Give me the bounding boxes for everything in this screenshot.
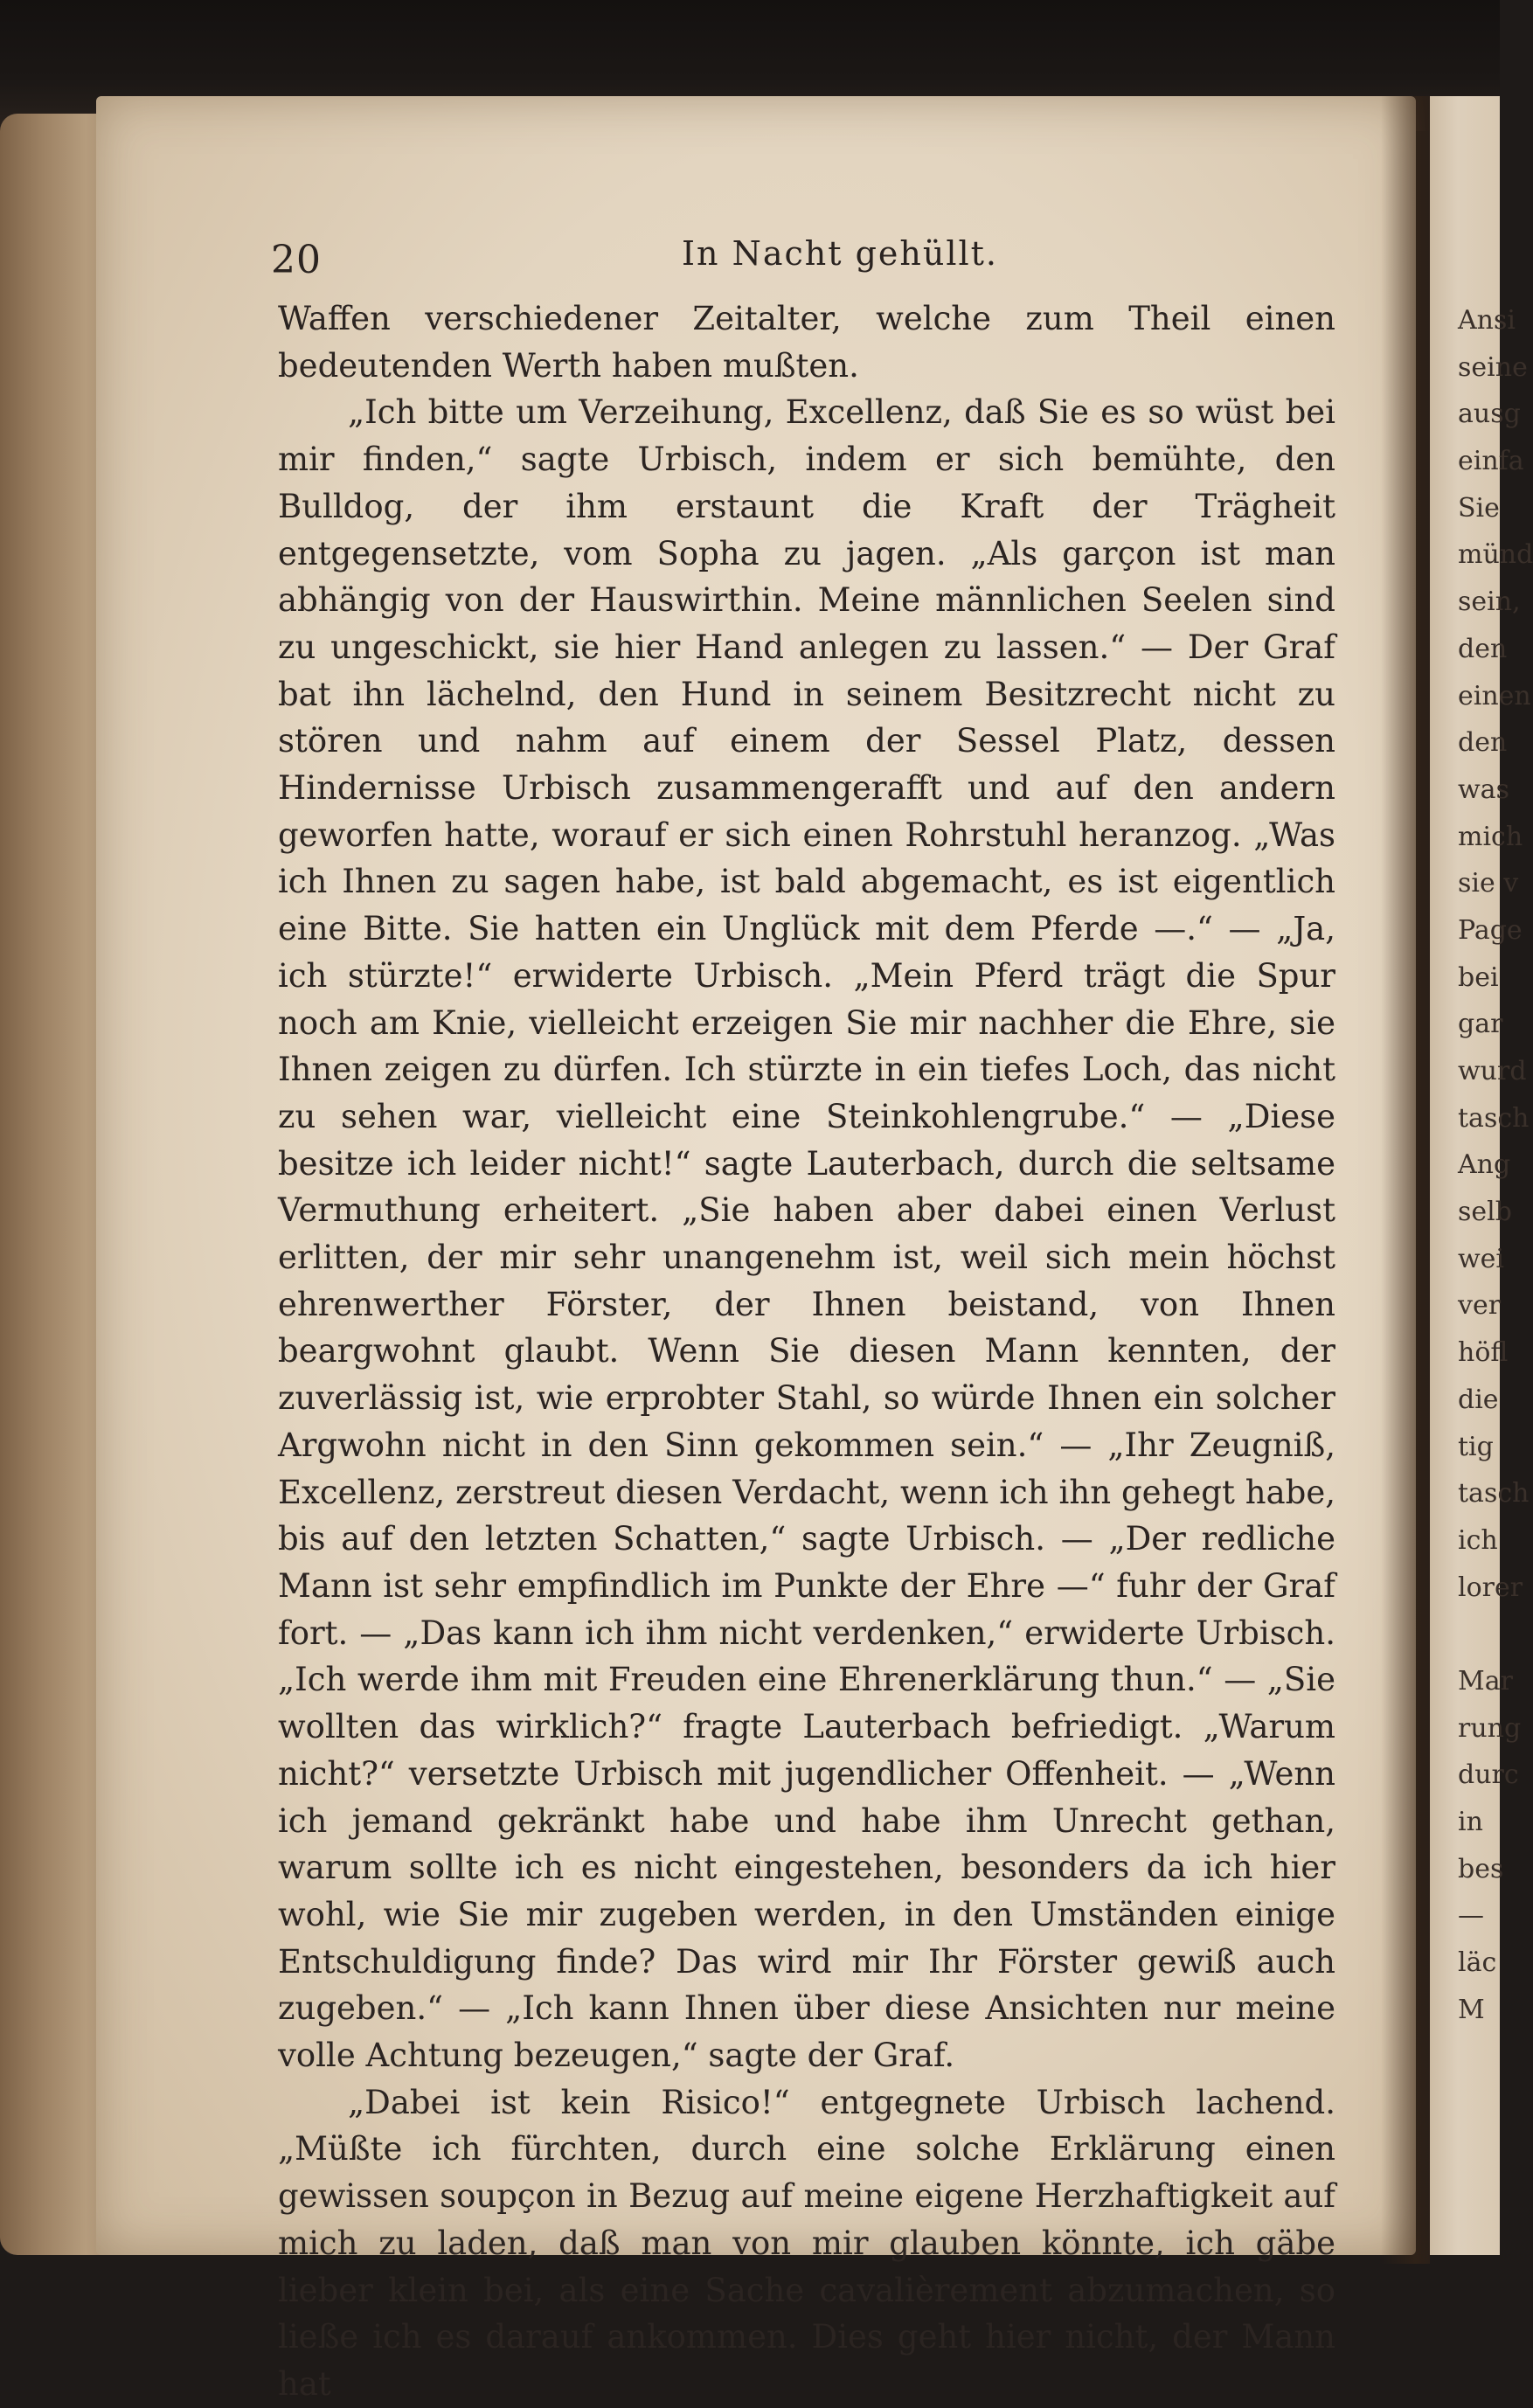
facing-page-fragment: ver	[1458, 1290, 1502, 1322]
facing-page-fragment: bei	[1458, 961, 1499, 993]
facing-page-text	[1458, 297, 1533, 2033]
facing-page-fragment: Sie	[1458, 492, 1500, 524]
facing-page-fragment: —	[1458, 1900, 1484, 1932]
paragraph: Waffen verschiedener Zeitalter, welche zum Theil einen bedeutenden Werth haben mußten.	[278, 300, 1335, 385]
facing-page-fragment: tasch	[1458, 1102, 1530, 1134]
facing-page-fragment: die	[1458, 1384, 1499, 1415]
facing-page-fragment: tig	[1458, 1431, 1494, 1462]
paragraph: „Ich bitte um Verzeihung, Excellenz, daß Sie es so wüst bei mir finden,“ sagte Urbisch, indem er sich bemühte, den Bulldog, der ihm erstaunt die Kraft der Trägheit entgegensetzte, vom Sopha zu jagen. „Als garçon ist man abhängig von der Hauswirthin. Meine männlichen Seelen sind zu ungeschickt, sie hier Hand anlegen zu lassen.“ — Der Graf bat ihn lächelnd, den Hund in seinem Besitzrecht nicht zu stören und nahm auf einem der Sessel Platz, dessen Hindernisse Urbisch zusammengerafft und auf den andern geworfen hatte, worauf er sich einen Rohrstuhl heranzog. „Was ich Ihnen zu sagen habe, ist bald abgemacht, es ist eigentlich eine Bitte. Sie hatten ein Unglück mit dem Pferde —.“ — „Ja, ich stürzte!“ erwiderte Urbisch. „Mein Pferd trägt die Spur noch am Knie, vielleicht erzeigen Sie mir nachher die Ehre, sie Ihnen zeigen zu dürfen. Ich stürzte in ein tiefes Loch, das nicht zu sehen war, vielleicht eine Steinkohlengrube.“ — „Diese besitze ich leider nicht!“ sagte Lauterbach, durch die seltsame Vermuthung erheitert. „Sie haben aber dabei einen Verlust erlitten, der mir sehr unangenehm ist, weil sich mein höchst ehrenwerther Förster, der Ihnen beistand, von Ihnen beargwohnt glaubt. Wenn Sie diesen Mann kennten, der zuverlässig ist, wie erprobter Stahl, so würde Ihnen ein solcher Argwohn nicht in den Sinn gekommen sein.“ — „Ihr Zeugniß, Excellenz, zerstreut diesen Verdacht, wenn ich ihn gehegt habe, bis auf den letzten Schatten,“ sagte Urbisch. — „Der redliche Mann ist sehr empfindlich im Punkte der Ehre —“ fuhr der Graf fort. — „Das kann ich ihm nicht verdenken,“ erwiderte Urbisch. „Ich werde ihm mit Freuden eine Ehrenerklärung thun.“ — „Sie wollten das wirklich?“ fragte Lauterbach befriedigt. „Warum nicht?“ versetzte Urbisch mit jugendlicher Offenheit. — „Wenn ich jemand gekränkt habe und habe ihm Unrecht gethan, warum sollte ich es nicht eingestehen, besonders da ich hier wohl, wie Sie mir zugeben werden, in den Umständen einige Entschuldigung finde? Das wird mir Ihr Förster gewiß auch zugeben.“ — „Ich kann Ihnen über diese Ansichten nur meine volle Achtung bezeugen,“ sagte der Graf.	[278, 393, 1335, 2075]
running-head: In Nacht gehüllt.	[682, 234, 998, 273]
facing-page-fragment: gar	[1458, 1009, 1503, 1040]
facing-page-fragment: einfa	[1458, 446, 1524, 477]
facing-page-fragment: durc	[1458, 1759, 1519, 1791]
page-number: 20	[271, 238, 322, 282]
facing-page-fragment: tasch	[1458, 1478, 1530, 1509]
body-text	[278, 295, 1335, 2408]
facing-page-fragment: läc	[1458, 1947, 1497, 1979]
facing-page-fragment: ich	[1458, 1524, 1498, 1556]
facing-page-fragment: höfl	[1458, 1337, 1509, 1369]
facing-page-fragment	[1458, 1611, 1500, 1658]
paragraph: „Dabei ist kein Risico!“ entgegnete Urbisch lachend. „Müßte ich fürchten, durch eine solche Erklärung einen gewissen soupçon in Bezug auf meine eigene Herzhaftigkeit auf mich zu laden, daß man von mir glauben könnte, ich gäbe lieber klein bei, als eine Sache cavalièrement abzumachen, so ließe ich es darauf ankommen. Dies geht hier nicht, der Mann hat	[278, 2083, 1335, 2403]
facing-page-fragment: seine	[1458, 351, 1528, 383]
facing-page-fragment: sie v	[1458, 868, 1519, 899]
facing-page-fragment: lorer	[1458, 1572, 1523, 1603]
facing-page-fragment: ausg	[1458, 399, 1521, 430]
facing-page-fragment: sein,	[1458, 586, 1521, 618]
facing-page-fragment: Ansi	[1458, 305, 1516, 336]
facing-page-fragment: was	[1458, 774, 1509, 805]
facing-page-fragment: Ang	[1458, 1149, 1511, 1181]
facing-page-fragment: Page	[1458, 914, 1523, 946]
facing-page-fragment: den	[1458, 633, 1508, 664]
facing-page-fragment: wei	[1458, 1243, 1505, 1274]
book-gutter	[1381, 96, 1430, 2264]
facing-page-fragment: den	[1458, 727, 1508, 759]
facing-page-fragment: in	[1458, 1807, 1483, 1837]
facing-page-fragment: mich	[1458, 821, 1523, 852]
facing-page-fragment: wurd	[1458, 1056, 1527, 1086]
facing-page-fragment: einen	[1458, 680, 1531, 711]
facing-page-fragment: selb	[1458, 1197, 1512, 1228]
facing-page-fragment: Mar	[1458, 1665, 1513, 1697]
facing-page-fragment: rung	[1458, 1712, 1522, 1744]
facing-page-fragment: bes	[1458, 1853, 1504, 1884]
facing-page-fragment: münd	[1458, 539, 1533, 571]
facing-page-fragment: M	[1458, 1994, 1485, 2025]
